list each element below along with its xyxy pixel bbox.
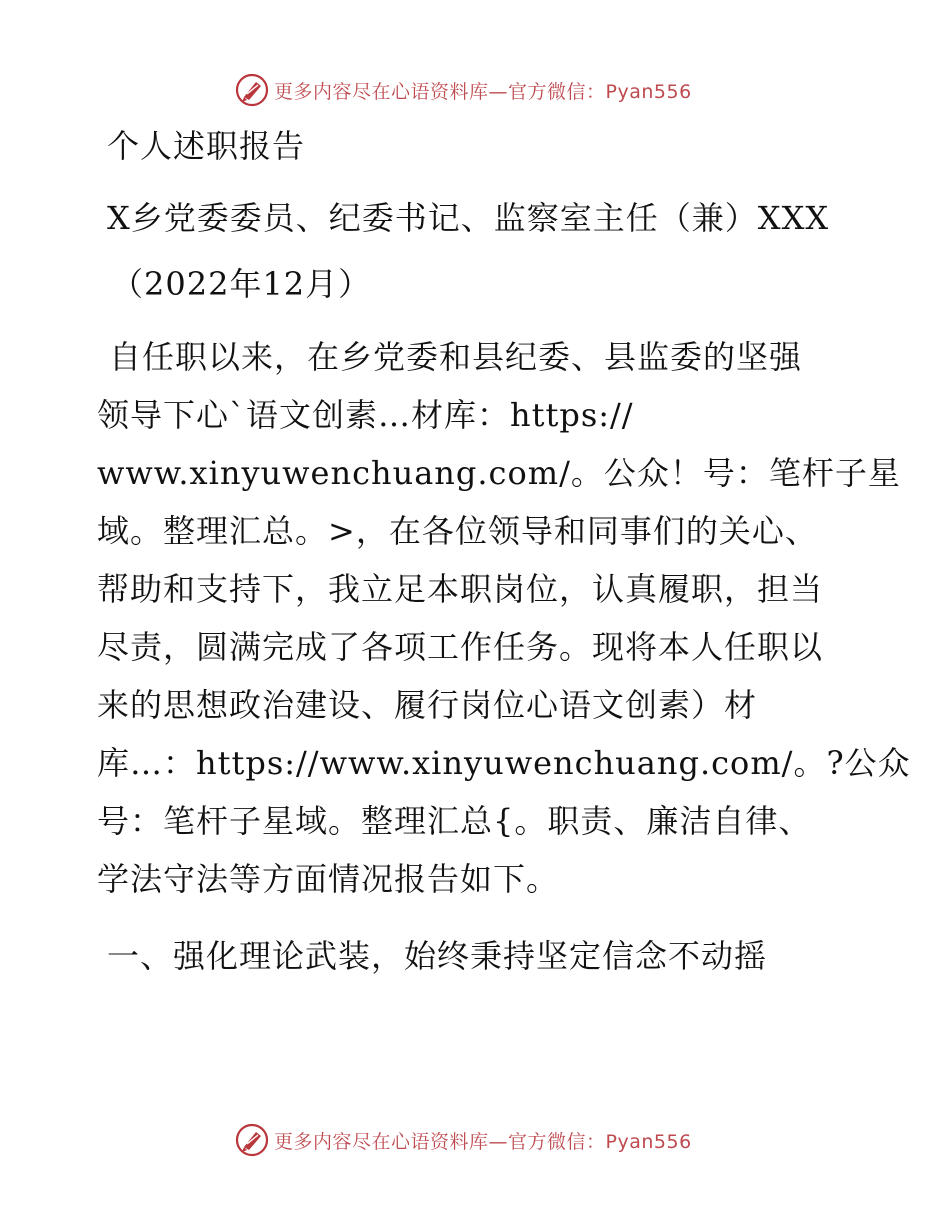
paragraph-line: 域。整理汇总。>，在各位领导和同事们的关心、 bbox=[97, 512, 818, 550]
paragraph-line: 自任职以来，在乡党委和县纪委、县监委的坚强 bbox=[109, 338, 803, 376]
author-line: X乡党委委员、纪委书记、监察室主任（兼）XXX bbox=[107, 199, 830, 237]
paragraph-line: 号：笔杆子星域。整理汇总{。职责、廉洁自律、 bbox=[97, 802, 812, 840]
header-watermark bbox=[0, 70, 950, 110]
section-heading: 一、强化理论武装，始终秉持坚定信念不动摇 bbox=[107, 937, 768, 975]
document-body bbox=[97, 124, 911, 978]
document-title: 个人述职报告 bbox=[107, 127, 306, 165]
watermark-text: 更多内容尽在心语资料库—官方微信：Pyan556 bbox=[274, 1130, 692, 1153]
paragraph-line: 尽责，圆满完成了各项工作任务。现将本人任职以 bbox=[97, 628, 824, 666]
watermark-text: 更多内容尽在心语资料库—官方微信：Pyan556 bbox=[274, 80, 692, 103]
date-line: （2022年12月） bbox=[111, 265, 372, 303]
intro-paragraph bbox=[97, 328, 911, 908]
paragraph-line: 帮助和支持下，我立足本职岗位，认真履职，担当 bbox=[97, 570, 824, 608]
paragraph-line: 库…：https://www.xinyuwenchuang.com/。?公众 bbox=[97, 744, 911, 782]
paragraph-line: 学法守法等方面情况报告如下。 bbox=[97, 860, 560, 898]
pen-logo-icon bbox=[234, 1122, 270, 1158]
paragraph-line: 来的思想政治建设、履行岗位心语文创素）材 bbox=[97, 686, 758, 724]
pen-logo-icon bbox=[234, 72, 270, 108]
paragraph-line: 领导下心`语文创素…材库：https:// bbox=[97, 396, 634, 434]
paragraph-line: www.xinyuwenchuang.com/。公众！号：笔杆子星 bbox=[97, 454, 901, 492]
footer-watermark bbox=[0, 1120, 950, 1160]
